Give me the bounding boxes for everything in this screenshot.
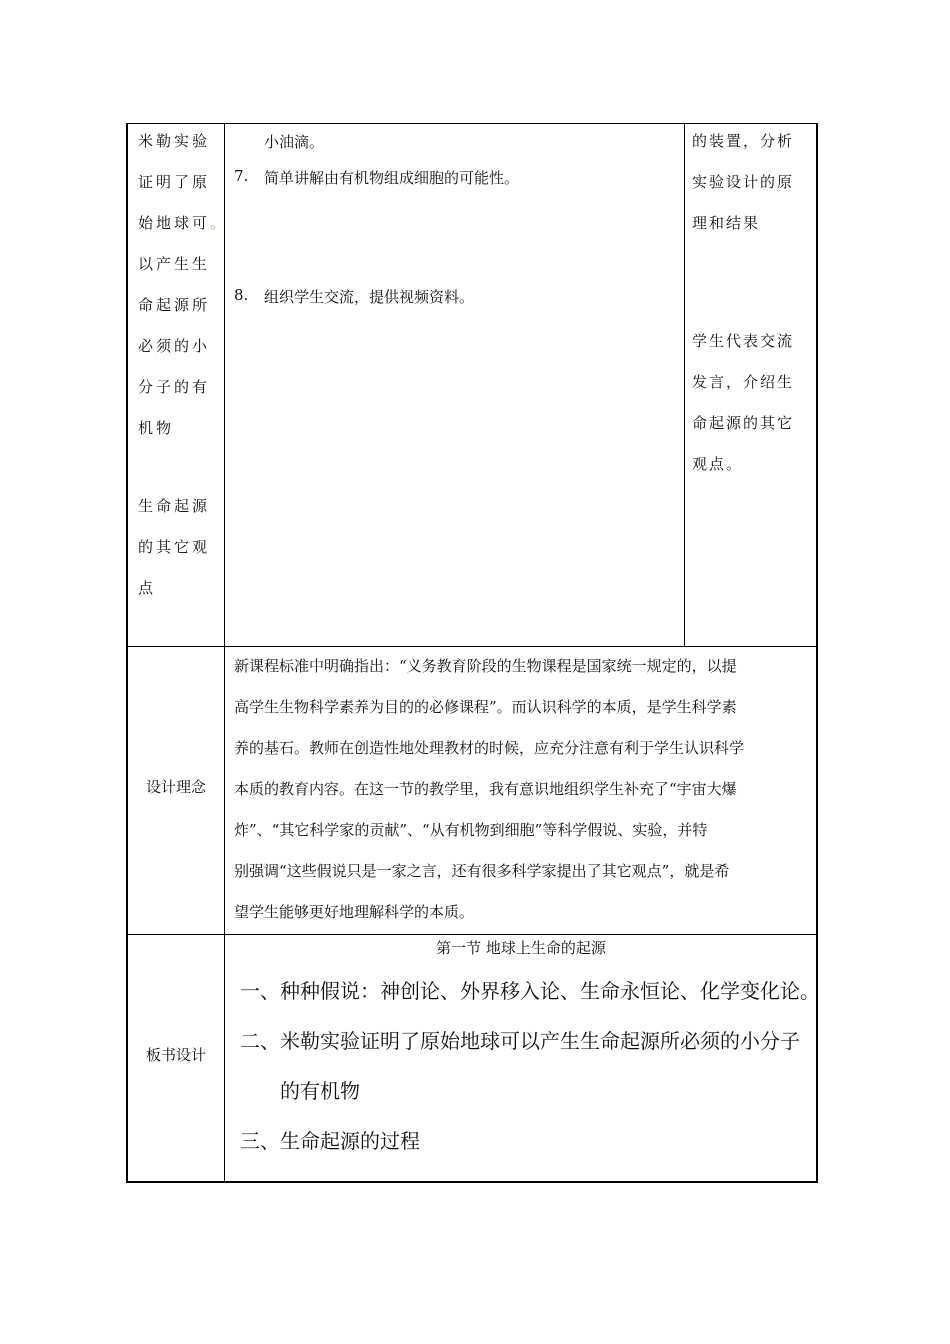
design-label: 设计理念 bbox=[145, 778, 206, 796]
topic-column bbox=[138, 131, 229, 459]
topic-line: 点 bbox=[138, 579, 157, 597]
topic-line: 必须的小 bbox=[138, 337, 211, 355]
topic-line: 以产生生 bbox=[138, 255, 211, 273]
topic-line: 始地球可。 bbox=[138, 214, 229, 232]
design-line: 望学生能够更好地理解科学的本质。 bbox=[234, 903, 475, 921]
student-activity-column bbox=[692, 131, 814, 254]
board-title: 第一节 地球上生命的起源 bbox=[436, 939, 606, 957]
row-divider-board bbox=[128, 934, 816, 935]
board-item-3: 三、生命起源的过程 bbox=[240, 1129, 420, 1153]
board-label: 板书设计 bbox=[145, 1046, 206, 1064]
activity-line: 简单讲解由有机物组成细胞的可能性。 bbox=[264, 169, 520, 187]
topic-line: 机物 bbox=[138, 419, 175, 437]
topic-line: 的其它观 bbox=[138, 538, 211, 556]
student-activity-column-2 bbox=[692, 331, 814, 495]
student-line: 实验设计的原 bbox=[692, 173, 795, 191]
design-line: 别强调“这些假说只是一家之言，还有很多科学家提出了其它观点”，就是希 bbox=[234, 862, 730, 880]
topic-line: 米勒实验 bbox=[138, 132, 211, 150]
item-number: 8. bbox=[234, 286, 249, 304]
design-paragraph bbox=[234, 646, 812, 933]
lesson-plan-table bbox=[126, 123, 818, 1183]
design-line: 本质的教育内容。在这一节的教学里，我有意识地组织学生补充了“宇宙大爆 bbox=[234, 780, 737, 798]
stray-mark: 。 bbox=[210, 214, 229, 232]
student-line: 命起源的其它 bbox=[692, 414, 795, 432]
board-item-1: 一、种种假说：神创论、外界移入论、生命永恒论、化学变化论。 bbox=[240, 979, 820, 1003]
student-line: 观点。 bbox=[692, 455, 744, 473]
topic-column-2 bbox=[138, 496, 216, 619]
design-line: 炸”、“其它科学家的贡献”、“从有机物到细胞”等科学假说、实验，并特 bbox=[234, 821, 708, 839]
design-line: 养的基石。教师在创造性地处理教材的时候，应充分注意有利于学生认识科学 bbox=[234, 739, 745, 757]
student-line: 的装置，分析 bbox=[692, 132, 795, 150]
student-line: 学生代表交流 bbox=[692, 332, 795, 350]
board-item-2-continued: 的有机物 bbox=[280, 1079, 360, 1103]
design-line: 新课程标准中明确指出：“义务教育阶段的生物课程是国家统一规定的，以提 bbox=[234, 657, 737, 675]
activity-line: 组织学生交流，提供视频资料。 bbox=[264, 288, 475, 306]
board-item-2: 二、米勒实验证明了原始地球可以产生生命起源所必须的小分子 bbox=[240, 1029, 800, 1053]
activity-line: 小油滴。 bbox=[264, 133, 325, 151]
column-divider-left bbox=[224, 124, 225, 1182]
item-number: 7. bbox=[234, 167, 249, 185]
student-line: 理和结果 bbox=[692, 214, 761, 232]
column-divider-right bbox=[684, 124, 685, 646]
student-line: 发言，介绍生 bbox=[692, 373, 795, 391]
design-line: 高学生生物科学素养为目的的必修课程”。而认识科学的本质，是学生科学素 bbox=[234, 698, 737, 716]
topic-line: 分子的有 bbox=[138, 378, 211, 396]
topic-line: 生命起源 bbox=[138, 497, 211, 515]
topic-line: 证明了原 bbox=[138, 173, 211, 191]
topic-line: 命起源所 bbox=[138, 296, 211, 314]
